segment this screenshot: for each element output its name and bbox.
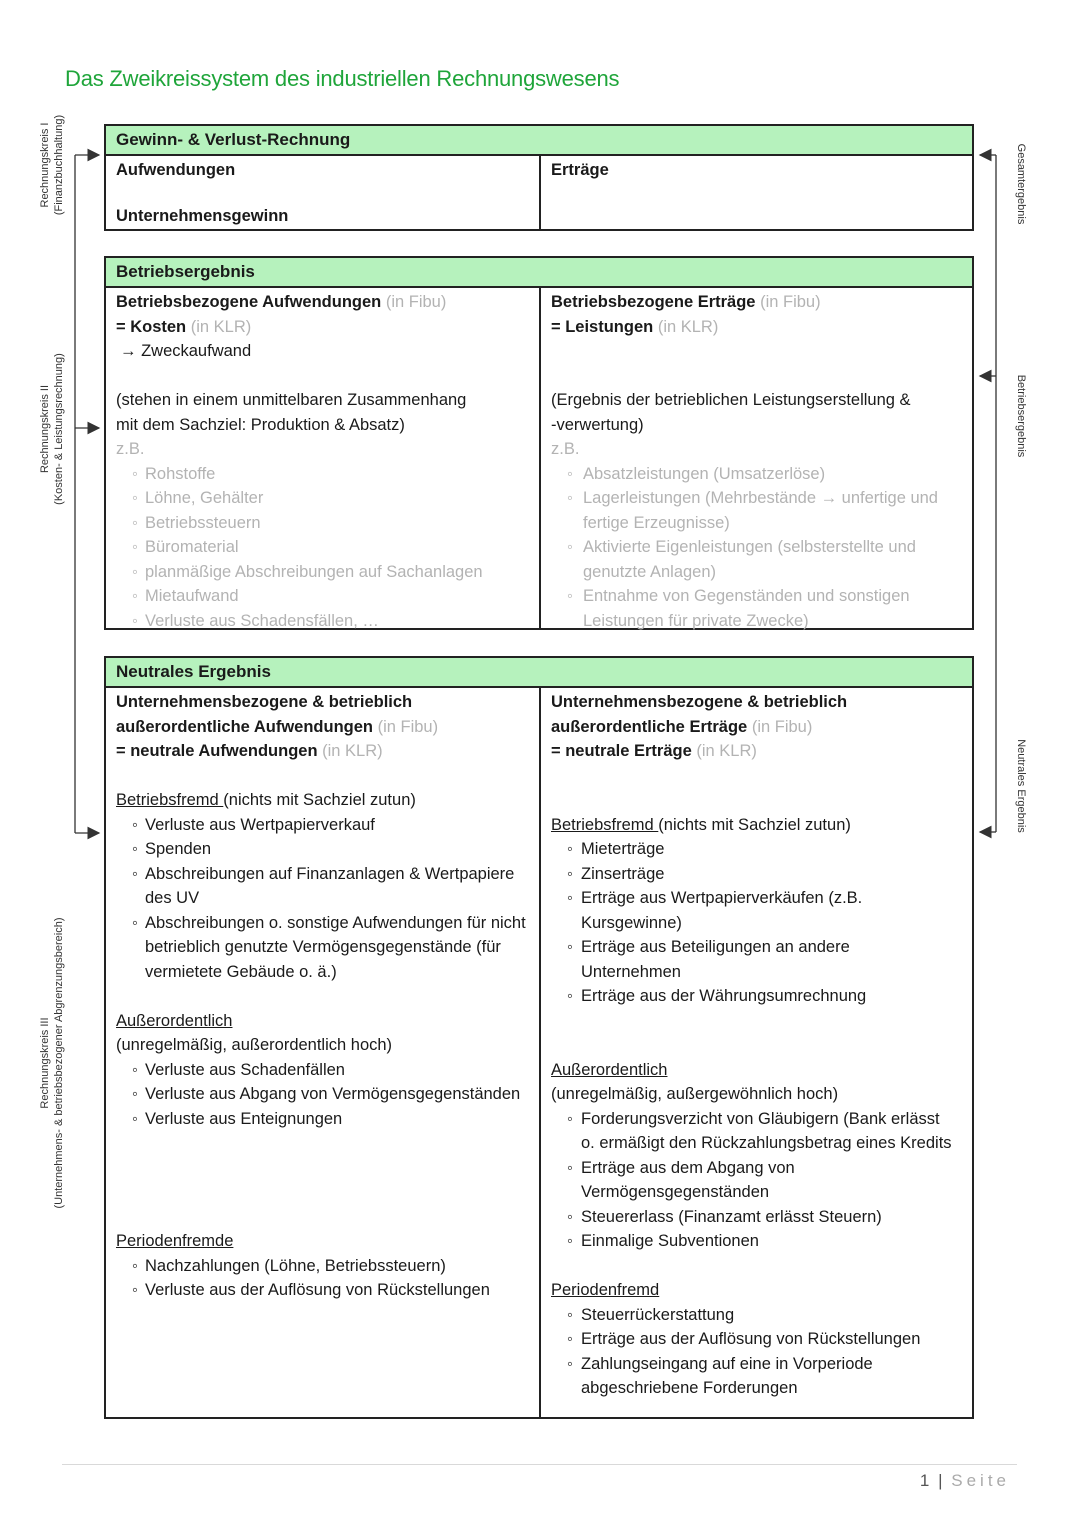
betrieb-left-zb: z.B.	[116, 440, 145, 458]
neutrales-ergebnis-box	[104, 656, 974, 1419]
betrieb-left-column	[106, 288, 539, 628]
list-item: ◦ Lagerleistungen (Mehrbestände → unfertige und fertige Erzeugnisse)	[551, 486, 952, 535]
guv-left-column	[106, 156, 539, 229]
betrieb-right-title: Betriebsbezogene Erträge	[551, 293, 756, 311]
guv-right-column	[539, 156, 972, 229]
section-periodenfremd-right: Periodenfremd	[551, 1281, 660, 1299]
section-ausserordentlich: Außerordentlich	[116, 1011, 233, 1030]
betrieb-right-column	[539, 288, 972, 628]
list-item: ◦ Entnahme von Gegenständen und sonstigen Leistungen für private Zwecke)	[551, 584, 952, 633]
list-item: ◦ Verluste aus Schadensfällen, …	[116, 609, 531, 634]
section-periodenfremde: Periodenfremde	[116, 1232, 234, 1250]
betrieb-right-zb: z.B.	[551, 440, 580, 458]
side-label-gesamtergebnis: Gesamtergebnis	[1015, 143, 1027, 225]
list-item: ◦ Forderungsverzicht von Gläubigern (Bank erlässt o. ermäßigt den Rückzahlungsbetrag eines Kredits	[551, 1107, 952, 1156]
page-title: Das Zweikreissystem des industriellen Rechnungswesens	[65, 66, 620, 91]
list-item: ◦ Einmalige Subventionen	[551, 1229, 952, 1254]
section-betriebsfremd-right: Betriebsfremd	[551, 815, 659, 834]
side-label-rk3: Rechnungskreis III (Unternehmens- & betriebsbezogener Abgrenzungsbereich)	[39, 917, 65, 1209]
list-item: ◦ Aktivierte Eigenleistungen (selbsterstellte und genutzte Anlagen)	[551, 535, 952, 584]
guv-header: Gewinn- & Verlust-Rechnung	[106, 126, 972, 156]
list-item: ◦ Verluste aus Schadenfällen	[116, 1058, 531, 1083]
page-number: 1 | Seite	[919, 1471, 1010, 1490]
list-item: ◦ Spenden	[116, 837, 531, 862]
list-item: ◦ Verluste aus Enteignungen	[116, 1107, 531, 1132]
neutral-right-column	[539, 688, 972, 1417]
footer-divider	[62, 1464, 1017, 1465]
list-item: ◦ Büromaterial	[116, 535, 531, 560]
neutral-left-title-1: Unternehmensbezogene & betrieblich	[116, 693, 413, 711]
neutrale-ertraege-note: (in KLR)	[691, 742, 757, 760]
neutrale-ertraege-label: = neutrale Erträge	[551, 742, 692, 760]
guv-ertraege: Erträge	[551, 161, 609, 179]
list-item: ◦ Rohstoffe	[116, 462, 531, 487]
betriebsergebnis-header: Betriebsergebnis	[106, 258, 972, 288]
neutral-right-title-1: Unternehmensbezogene & betrieblich	[551, 693, 848, 711]
neutrales-ergebnis-header: Neutrales Ergebnis	[106, 658, 972, 688]
betrieb-left-desc-2: mit dem Sachziel: Produktion & Absatz)	[116, 415, 405, 434]
betrieb-left-title-note: (in Fibu)	[381, 293, 447, 311]
list-item: ◦ Erträge aus dem Abgang von Vermögensgegenständen	[551, 1156, 952, 1205]
guv-box	[104, 124, 974, 231]
betrieb-left-title: Betriebsbezogene Aufwendungen	[116, 293, 382, 311]
list-item: ◦ Steuererlass (Finanzamt erlässt Steuern)	[551, 1205, 952, 1230]
list-item: ◦ Nachzahlungen (Löhne, Betriebssteuern)	[116, 1254, 531, 1279]
betrieb-right-title-note: (in Fibu)	[755, 293, 821, 311]
list-item: ◦ Abschreibungen o. sonstige Aufwendungen für nicht betrieblich genutzte Vermögensgegenstände (für vermietete Gebäude o. ä.)	[116, 911, 531, 985]
side-label-rk1: Rechnungskreis I (Finanzbuchhaltung)	[39, 114, 65, 216]
list-item: ◦ Verluste aus Wertpapierverkauf	[116, 813, 531, 838]
neutral-right-title-2: außerordentliche Erträge	[551, 717, 748, 736]
list-item: ◦ Verluste aus der Auflösung von Rückstellungen	[116, 1278, 531, 1303]
zweckaufwand: → Zweckaufwand	[120, 342, 252, 360]
list-item: ◦ Mietaufwand	[116, 584, 531, 609]
guv-aufwendungen: Aufwendungen	[116, 161, 236, 179]
neutrale-aufwendungen-label: = neutrale Aufwendungen	[116, 742, 318, 760]
neutral-left-title-2-note: (in Fibu)	[372, 717, 439, 736]
kosten-label: = Kosten	[116, 317, 187, 336]
section-betriebsfremd-right-note: (nichts mit Sachziel zutun)	[658, 815, 851, 834]
section-betriebsfremd-note: (nichts mit Sachziel zutun)	[223, 791, 416, 809]
leistungen-label: = Leistungen	[551, 317, 654, 336]
betrieb-right-desc-1: (Ergebnis der betrieblichen Leistungserstellung &	[551, 391, 911, 409]
side-label-neutrales-ergebnis: Neutrales Ergebnis	[1015, 739, 1027, 833]
list-item: ◦ Erträge aus der Auflösung von Rückstellungen	[551, 1327, 952, 1352]
side-label-betriebsergebnis: Betriebsergebnis	[1015, 374, 1027, 458]
section-betriebsfremd: Betriebsfremd	[116, 791, 224, 809]
list-item: ◦ planmäßige Abschreibungen auf Sachanlagen	[116, 560, 531, 585]
leistungen-note: (in KLR)	[653, 317, 719, 336]
list-item: ◦ Zahlungseingang auf eine in Vorperiode abgeschriebene Forderungen	[551, 1352, 952, 1401]
list-item: ◦ Abschreibungen auf Finanzanlagen & Wertpapiere des UV	[116, 862, 531, 911]
list-item: ◦ Erträge aus der Währungsumrechnung	[551, 984, 952, 1009]
list-item: ◦ Verluste aus Abgang von Vermögensgegenständen	[116, 1082, 531, 1107]
list-item: ◦ Betriebssteuern	[116, 511, 531, 536]
section-ausserordentlich-right-note: (unregelmäßig, außergewöhnlich hoch)	[551, 1085, 839, 1103]
betrieb-right-desc-2: -verwertung)	[551, 415, 644, 434]
neutral-right-title-2-note: (in Fibu)	[747, 717, 813, 736]
section-ausserordentlich-note: (unregelmäßig, außerordentlich hoch)	[116, 1036, 393, 1054]
neutral-left-column	[106, 688, 539, 1417]
guv-unternehmensgewinn: Unternehmensgewinn	[116, 207, 289, 225]
kosten-note: (in KLR)	[186, 317, 252, 336]
neutrale-aufwendungen-note: (in KLR)	[317, 742, 383, 760]
list-item: ◦ Zinserträge	[551, 862, 952, 887]
list-item: ◦ Mieterträge	[551, 837, 952, 862]
list-item: ◦ Steuerrückerstattung	[551, 1303, 952, 1328]
section-ausserordentlich-right: Außerordentlich	[551, 1060, 668, 1079]
betrieb-left-desc-1: (stehen in einem unmittelbaren Zusammenhang	[116, 391, 467, 409]
neutral-left-title-2: außerordentliche Aufwendungen	[116, 717, 373, 736]
side-label-rk2: Rechnungskreis II (Kosten- & Leistungsrechnung)	[39, 353, 65, 505]
betriebsergebnis-box	[104, 256, 974, 630]
list-item: ◦ Erträge aus Beteiligungen an andere Unternehmen	[551, 935, 952, 984]
list-item: ◦ Erträge aus Wertpapierverkäufen (z.B. Kursgewinne)	[551, 886, 952, 935]
list-item: ◦ Löhne, Gehälter	[116, 486, 531, 511]
list-item: ◦ Absatzleistungen (Umsatzerlöse)	[551, 462, 952, 487]
